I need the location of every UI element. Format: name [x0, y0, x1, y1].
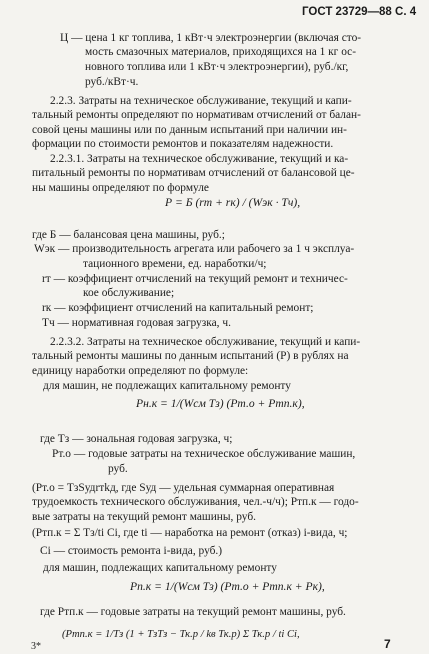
text-line: кое обслуживание;	[83, 287, 175, 299]
text-line: тационного времени, ед. наработки/ч;	[83, 258, 267, 270]
text-line: 2.2.3.2. Затраты на техническое обслуживание, текущий и капи-	[50, 336, 361, 348]
text-line: 2.2.3.1. Затраты на техническое обслуживание, текущий и ка-	[50, 153, 349, 165]
text-line: rк — коэффициент отчислений на капитальный ремонт;	[42, 302, 314, 314]
text-line: совой цены машины или по данным испытаний при наличии ин-	[32, 124, 347, 136]
text-line: единицу наработки определяют по формуле:	[32, 365, 249, 377]
text-line: для машин, подлежащих капитальному ремонту	[43, 562, 277, 574]
formula-3: Рп.к = 1/(Wсм Тз) (Рт.о + Ртп.к + Рк),	[130, 580, 325, 593]
text-line: (Рт.о = ТзSудrтkд, где Sуд — удельная суммарная оперативная	[32, 482, 335, 494]
text-line: ны машины определяют по формуле	[32, 182, 209, 194]
text-line: 2.2.3. Затраты на техническое обслуживание, текущий и капи-	[50, 95, 352, 107]
formula-2: Рн.к = 1/(Wсм Тз) (Рт.о + Ртп.к),	[136, 397, 305, 410]
page-number: 7	[384, 637, 391, 651]
text-line: мость смазочных материалов, приходящихся на 1 кг ос-	[85, 46, 357, 58]
text-line: тальный ремонты определяют по нормативам отчислений от балан-	[32, 109, 361, 121]
text-line: питальный ремонты по нормативам отчислений от балансовой це-	[32, 167, 355, 179]
text-line: rт — коэффициент отчислений на текущий ремонт и техничес-	[42, 273, 348, 285]
text-line: где Ртп.к — годовые затраты на текущий ремонт машины, руб.	[40, 606, 346, 618]
text-line: руб.	[108, 463, 128, 475]
text-line: Рт.о — годовые затраты на техническое обслуживание машин,	[52, 448, 356, 460]
text-line: Тч — нормативная годовая загрузка, ч.	[42, 317, 231, 329]
text-line: руб./кВт·ч.	[85, 76, 139, 88]
text-line: Wэк — производительность агрегата или рабочего за 1 ч эксплуа-	[34, 243, 355, 255]
text-line: новного топлива или 1 кВт·ч электроэнергии), руб./кг,	[85, 61, 349, 73]
text-line: где Б — балансовая цена машины, руб.;	[32, 229, 225, 241]
text-line: (Ртп.к = Σ Тз/ti Ci, где ti — наработка на ремонт (отказ) i-вида, ч;	[32, 527, 348, 539]
formula-1: Р = Б (rт + rк) / (Wэк · Тч),	[165, 196, 301, 209]
signature-mark: 3*	[31, 641, 41, 652]
text-line: Ci — стоимость ремонта i-вида, руб.)	[40, 545, 223, 557]
formula-4: (Ртп.к = 1/Тз (1 + ТзТз − Тк.р / kв Тк.р) Σ Тк.р / ti Ci,	[62, 629, 300, 640]
text-line: трудоемкость технического обслуживания, чел.-ч/ч); Ртп.к — годо-	[32, 496, 359, 508]
page-header: ГОСТ 23729—88 С. 4	[302, 6, 417, 18]
text-line: где Тз — зональная годовая загрузка, ч;	[40, 433, 233, 445]
text-line: Ц — цена 1 кг топлива, 1 кВт·ч электроэнергии (включая сто-	[60, 32, 362, 44]
text-line: формации по стоимости ремонтов и показателям надежности.	[32, 138, 334, 150]
text-line: тальный ремонты машины по данным испытаний (Р) в рублях на	[32, 350, 349, 362]
text-line: вые затраты на текущий ремонт машины, руб.	[32, 511, 256, 523]
text-line: для машин, не подлежащих капитальному ремонту	[43, 380, 291, 392]
